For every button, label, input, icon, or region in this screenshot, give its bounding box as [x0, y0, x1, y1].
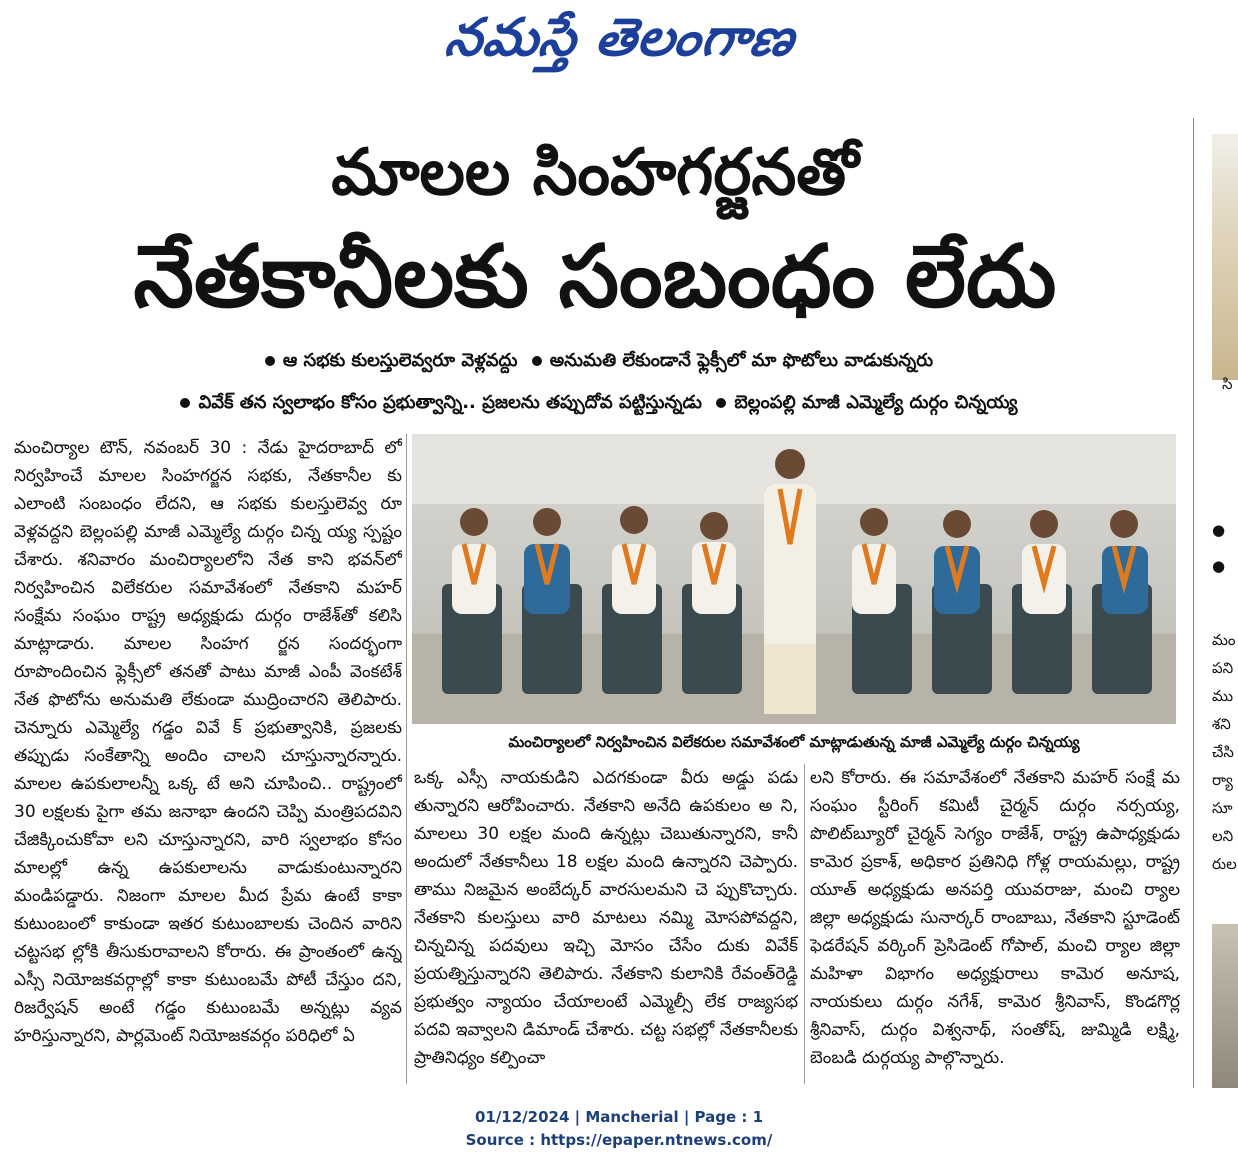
adjacent-text: శని — [1212, 715, 1231, 733]
article-text: ఒక్క ఎస్సీ నాయకుడిని ఎదగకుండా వీరు అడ్డు పడు తున్నారని ఆరోపించారు. నేతకాని అనేది ఉపకులం అ ని, మాలలు 30 లక్షల మంది ఉన్నట్లు చెబుతున్నారని, కానీ అందులో నేతకానీలు 18 లక్షల మంది ఉన్నారని చెప్పారు. తాము నిజమైన అంబేద్కర్ వారసులమని చె ప్పుకొచ్చారు. నేతకాని కులస్తులు వారి మాటలు నమ్మి మోసపోవద్దని, చిన్నచిన్న పదవులు ఇచ్చి మోసం చేసేం దుకు వివేక్ ప్రయత్నిస్తున్నారని తెలిపారు. నేతకాని కులానికి రేవంత్‌రెడ్డి ప్రభుత్వం న్యాయం చేయాలంటే ఎమ్మెల్సీ లేక రాజ్యసభ పదవి ఇవ్వాలని డిమాండ్ చేశారు. చట్ట సభల్లో నేతకానీలకు ప్రాతినిధ్యం కల్పించా — [414, 768, 798, 1068]
article-text: లని కోరారు. ఈ సమావేశంలో నేతకాని మహర్ సంక్షే మ సంఘం స్టీరింగ్ కమిటీ చైర్మన్ దుర్గం నర్సయ్య, పొలిట్‌బ్యూరో చైర్మన్ సెగ్యం రాజేశ్, రాష్ట్ర ఉపాధ్యక్షుడు కామెర ప్రకాశ్, అధికార ప్రతినిధి గోళ్ల రాయమల్లు, రాష్ట్ర యూత్ అధ్యక్షుడు అనపర్తి యువరాజు, మంచి ర్యాల జిల్లా అధ్యక్షుడు సునార్కర్ రాంబాబు, నేతకాని స్టూడెంట్ ఫెడరేషన్ వర్కింగ్ ప్రెసిడెంట్ గోపాల్, మంచి ర్యాల జిల్లా మహిళా విభాగం అధ్యక్షురాలు కామెర అనూష, నాయకులు దుర్గం నగేశ్, కామెర శ్రీనివాస్, కొండగొర్ల శ్రీనివాస్, దుర్గం విశ్వనాథ్, సంతోష్, జుమ్మిడి లక్ష్మి, బెంబడి దుర్గయ్య పాల్గొన్నారు. — [810, 768, 1180, 1068]
column-divider — [406, 434, 407, 1084]
article-text: మంచిర్యాల టౌన్, నవంబర్ 30 : నేడు హైదరాబాద్ లో నిర్వహించే మాలల సింహగర్జన సభకు, నేతకానీల కు ఎలాంటి సంబంధం లేదని, ఆ సభకు కులస్తులెవ్వ రూ వెళ్లవద్దని బెల్లంపల్లి మాజీ ఎమ్మెల్యే దుర్గం చిన్న య్య స్పష్టం చేశారు. శనివారం మంచిర్యాలలోని నేత కాని భవన్‌లో నిర్వహించిన విలేకరుల సమావేశంలో నేతకాని మహర్ సంక్షేమ సంఘం రాష్ట్ర అధ్యక్షుడు దుర్గం రాజేశ్‌తో కలిసి మాట్లాడారు. మాలల సింహగ ర్జన సందర్భంగా రూపొందించిన ఫ్లెక్సీలో తనతో పాటు మాజీ ఎంపీ వెంకటేశ్ నేత ఫొటోను అనుమతి లేకుండా ముద్రించారని తెలిపారు. చెన్నూరు ఎమ్మెల్యే గడ్డం వివే క్ ప్రభుత్వానికి, ప్రజలకు తప్పుడు సంకేతాన్ని అందిం చాలని చూస్తున్నారన్నారు. మాలల ఉపకులాలన్నీ ఒక్క టే అని చూపించి.. రాష్ట్రంలో 30 లక్షలకు పైగా తమ జనాభా ఉందని చెప్పి మంత్రిపదవిని చేజిక్కించుకోవా లని చూస్తున్నారని, వారి స్వలాభం కోసం మాలల్లో ఉన్న ఉపకులాలను వాడుకుంటున్నారని మండిపడ్డారు. నిజంగా మాలల మీద ప్రేమ ఉంటే కాకా కుటుంబంలో కాకుండా ఇతర కుటుంబాలకు చెందిన వారిని చట్టసభ ల్లోకి తీసుకురావాలని కోరారు. ఈ ప్రాంతంలో ఉన్న ఎస్సీ నియోజకవర్గాల్లో కాకా కుటుంబమే పోటీ చేస్తుం దని, రిజర్వేషన్ అంటే గడ్డం కుటుంబమే అన్నట్లు వ్యవ హరిస్తున్నారని, పార్లమెంట్ నియోజకవర్గం పరిధిలో ఏ — [14, 438, 402, 1046]
subhead-item: ఆ సభకు కులస్తులెవ్వరూ వెళ్లవద్దు — [282, 350, 518, 371]
column-divider — [804, 764, 805, 1084]
subhead-item: వివేక్ తన స్వలాభం కోసం ప్రభుత్వాన్ని.. ప్రజలను తప్పుదోవ పట్టిస్తున్నడు — [198, 392, 703, 413]
subhead-item: బెల్లంపల్లి మాజీ ఎమ్మెల్యే దుర్గం చిన్నయ్య — [734, 392, 1018, 413]
bullet-icon — [265, 356, 275, 366]
press-meet-photo — [412, 434, 1176, 724]
adjacent-bullet: ● — [1212, 557, 1226, 575]
adjacent-text: ము — [1212, 687, 1234, 705]
masthead-logo: నమస్తే తెలంగాణ — [441, 8, 799, 68]
adjacent-text: రుల — [1212, 855, 1237, 873]
headline-line-2: నేతకానీలకు సంబంధం లేదు — [133, 227, 1057, 327]
article-column-2 — [414, 764, 798, 1084]
adjacent-text: సూ — [1212, 799, 1233, 817]
adjacent-photo — [1212, 924, 1238, 1088]
headline-line-1: మాలల సింహగర్జనతో — [331, 136, 859, 210]
photo-caption: మంచిర్యాలలో నిర్వహించిన విలేకరుల సమావేశంలో మాట్లాడుతున్న మాజీ ఎమ్మెల్యే దుర్గం చిన్నయ్య — [508, 733, 1080, 751]
bullet-icon — [180, 398, 190, 408]
adjacent-text: లని — [1212, 827, 1234, 845]
adjacent-caption: సి — [1222, 375, 1233, 393]
footer-source-link[interactable]: Source : https://epaper.ntnews.com/ — [465, 1131, 773, 1149]
footer-date-line: 01/12/2024 | Mancherial | Page : 1 — [474, 1108, 764, 1126]
adjacent-text: మం — [1212, 631, 1236, 649]
adjacent-bullet: ● — [1212, 521, 1226, 539]
article-column-3 — [810, 764, 1180, 1084]
adjacent-text: చేసి — [1212, 743, 1234, 761]
adjacent-text: ర్యా — [1212, 771, 1233, 789]
bullet-icon — [716, 398, 726, 408]
adjacent-article-strip — [1196, 118, 1238, 1088]
bullet-icon — [532, 356, 542, 366]
adjacent-text: పని — [1212, 659, 1234, 677]
adjacent-photo — [1212, 134, 1238, 380]
column-divider — [1193, 118, 1194, 1088]
article-column-1 — [14, 434, 402, 1084]
subhead-row-2 — [0, 392, 1190, 417]
article-photo — [412, 434, 1176, 724]
subhead-row-1 — [0, 350, 1190, 375]
subhead-item: అనుమతి లేకుండానే ఫ్లెక్సీలో మా ఫొటోలు వాడుకున్నరు — [549, 350, 934, 371]
